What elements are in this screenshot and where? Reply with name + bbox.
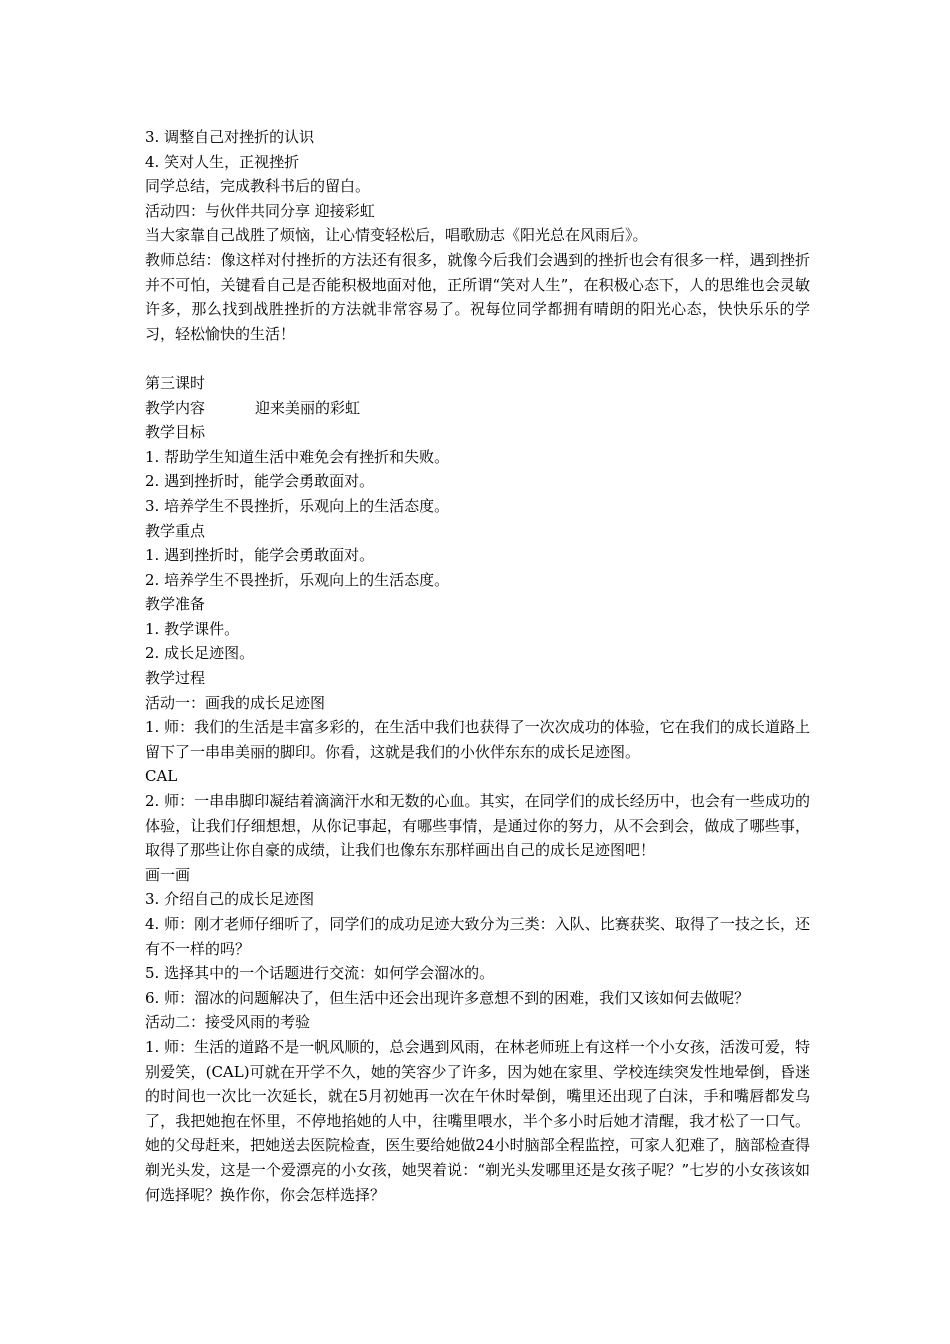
section-heading: 教学过程 bbox=[145, 669, 206, 688]
list-item: 3. 培养学生不畏挫折，乐观向上的生活态度。 bbox=[145, 496, 450, 515]
activity-heading: 活动四：与伙伴共同分享 迎接彩虹 bbox=[145, 201, 375, 220]
teaching-content-value: 迎来美丽的彩虹 bbox=[255, 398, 361, 417]
paragraph: 3. 介绍自己的成长足迹图 bbox=[145, 890, 315, 909]
list-item: 2. 培养学生不畏挫折，乐观向上的生活态度。 bbox=[145, 570, 450, 589]
activity-heading: 活动一：画我的成长足迹图 bbox=[145, 693, 326, 712]
paragraph: 3. 调整自己对挫折的认识 bbox=[145, 128, 315, 146]
paragraph: CAL bbox=[145, 767, 178, 786]
list-item: 2. 遇到挫折时，能学会勇敢面对。 bbox=[145, 472, 375, 491]
paragraph: 同学总结，完成教科书后的留白。 bbox=[145, 177, 371, 196]
paragraph: 6. 师：溜冰的问题解决了，但生活中还会出现许多意想不到的困难，我们又该如何去做呢？ bbox=[145, 988, 750, 1007]
section-heading: 教学目标 bbox=[145, 423, 206, 442]
document-body bbox=[145, 125, 810, 1207]
paragraph: 教师总结：像这样对付挫折的方法还有很多，就像今后我们会遇到的挫折也会有很多一样，遇到挫折并不可怕，关键看自己是否能积极地面对他，正所谓“笑对人生”，在积极心态下，人的思维也会灵敏许多，那么找到战胜挫折的方法就非常容易了。祝每位同学都拥有晴朗的阳光心态，快快乐乐的学习，轻松愉快的生活！ bbox=[145, 250, 810, 343]
paragraph: 当大家靠自己战胜了烦恼，让心情变轻松后，唱歌励志《阳光总在风雨后》。 bbox=[145, 226, 648, 245]
paragraph: 4. 笑对人生，正视挫折 bbox=[145, 152, 300, 171]
list-item: 1. 遇到挫折时，能学会勇敢面对。 bbox=[145, 546, 375, 565]
teaching-content-label: 教学内容 bbox=[145, 398, 206, 417]
lesson-title: 第三课时 bbox=[145, 373, 206, 392]
paragraph: 1. 师：我们的生活是丰富多彩的，在生活中我们也获得了一次次成功的体验，它在我们的成长道路上留下了一串串美丽的脚印。你看，这就是我们的小伙伴东东的成长足迹图。 bbox=[145, 718, 810, 761]
list-item: 1. 教学课件。 bbox=[145, 619, 240, 638]
blank-line bbox=[145, 346, 810, 371]
paragraph: 1. 师：生活的道路不是一帆风顺的，总会遇到风雨，在林老师班上有这样一个小女孩，活泼可爱，特别爱笑，(CAL)可就在开学不久，她的笑容少了许多，因为她在家里、学校连续突发性地晕倒，昏迷的时间也一次比一次延长，就在5月初她再一次在午休时晕倒，嘴里还出现了白沫，手和嘴唇都发乌了，我把她抱在怀里，不停地掐她的人中，往嘴里喂水，半个多小时后她才清醒，我才松了一口气。她的父母赶来，把她送去医院检查，医生要给她做24小时脑部全程监控，可家人犯难了，脑部检查得剃光头发，这是一个爱漂亮的小女孩，她哭着说：“剃光头发哪里还是女孩子呢？”七岁的小女孩该如何选择呢？换作你，你会怎样选择？ bbox=[145, 1037, 810, 1204]
teaching-content-row bbox=[145, 396, 810, 421]
paragraph: 4. 师：刚才老师仔细听了，同学们的成功足迹大致分为三类：入队、比赛获奖、取得了一技之长，还有不一样的吗？ bbox=[145, 915, 810, 958]
paragraph: 2. 师：一串串脚印凝结着滴滴汗水和无数的心血。其实，在同学们的成长经历中，也会有一些成功的体验，让我们仔细想想，从你记事起，有哪些事情，是通过你的努力，从不会到会，做成了哪些事，取得了那些让你自豪的成绩，让我们也像东东那样画出自己的成长足迹图吧！ bbox=[145, 792, 810, 860]
list-item: 1. 帮助学生知道生活中难免会有挫折和失败。 bbox=[145, 447, 450, 466]
list-item: 2. 成长足迹图。 bbox=[145, 644, 255, 663]
activity-heading: 活动二：接受风雨的考验 bbox=[145, 1013, 311, 1032]
paragraph: 5. 选择其中的一个话题进行交流：如何学会溜冰的。 bbox=[145, 964, 495, 983]
paragraph: 画一画 bbox=[145, 865, 191, 884]
section-heading: 教学重点 bbox=[145, 521, 206, 540]
section-heading: 教学准备 bbox=[145, 595, 206, 614]
